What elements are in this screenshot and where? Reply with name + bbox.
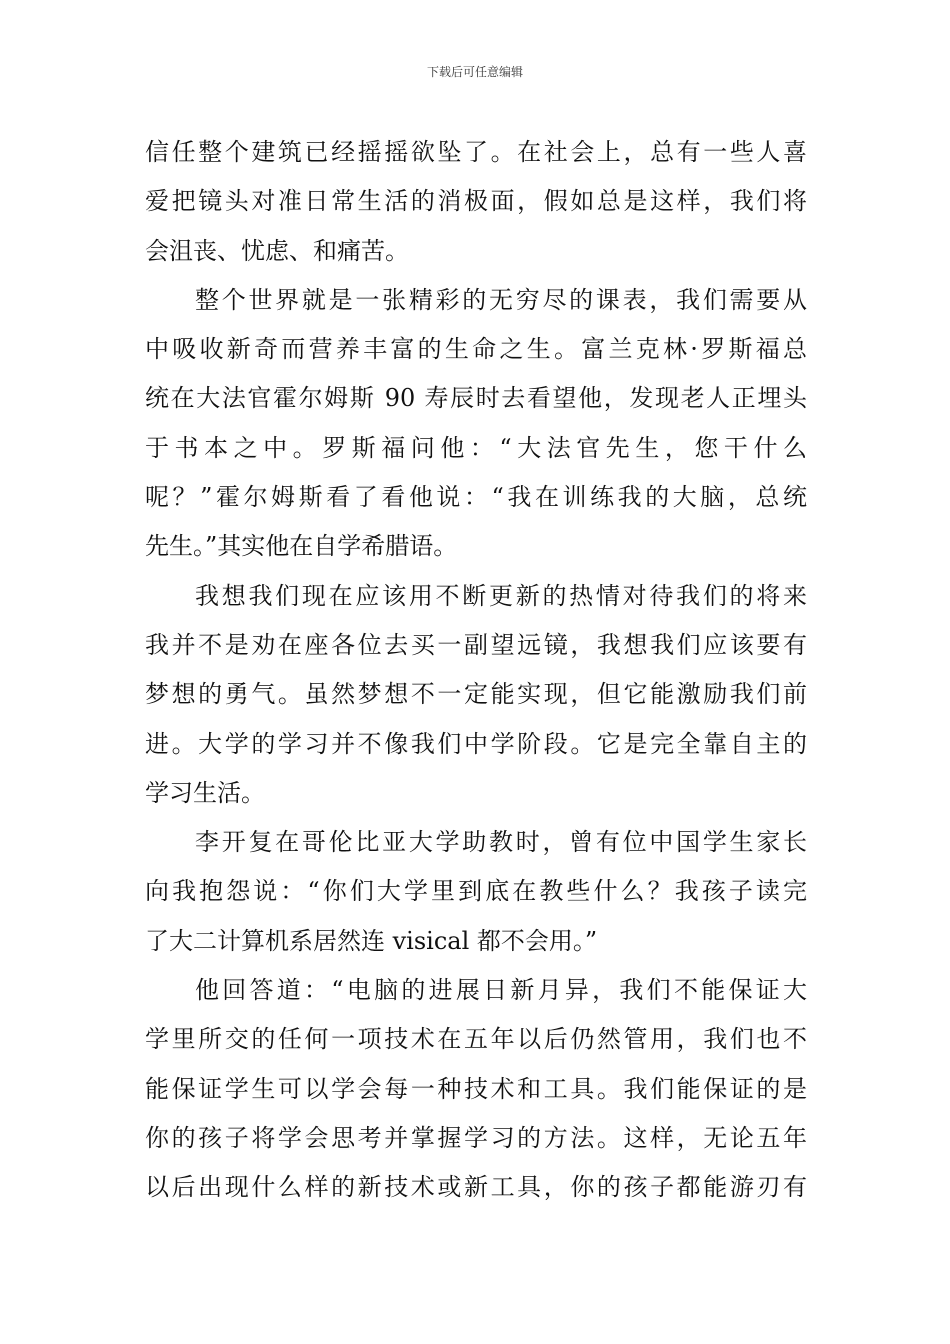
text-line: 会沮丧、忧虑、和痛苦。 [145, 236, 409, 265]
document-body [145, 128, 807, 1213]
text-line: 能保证学生可以学会每一种技术和工具。我们能保证的是 [145, 1074, 807, 1103]
text-line: 信任整个建筑已经摇摇欲坠了。在社会上，总有一些人喜 [145, 138, 807, 166]
text-line: 爱把镜头对准日常生活的消极面，假如总是这样，我们将 [145, 187, 807, 216]
text-line: 我并不是劝在座各位去买一副望远镜，我想我们应该要有 [145, 630, 807, 659]
text-line: 整个世界就是一张精彩的无穷尽的课表，我们需要从 [195, 285, 807, 314]
text-line: 他回答道：“电脑的进展日新月异，我们不能保证大 [195, 976, 807, 1005]
text-line: 统在大法官霍尔姆斯 90 寿辰时去看望他，发现老人正埋头 [145, 384, 807, 413]
page-header: 下载后可任意编辑 [426, 65, 523, 79]
text-line: 以后出现什么样的新技术或新工具，你的孩子都能游刃有 [145, 1173, 807, 1202]
text-line: 你的孩子将学会思考并掌握学习的方法。这样，无论五年 [145, 1123, 807, 1152]
text-line: 我想我们现在应该用不断更新的热情对待我们的将来 [195, 581, 807, 610]
text-line: 中吸收新奇而营养丰富的生命之生。富兰克林·罗斯福总 [145, 335, 807, 364]
text-line: 梦想的勇气。虽然梦想不一定能实现，但它能激励我们前 [145, 680, 807, 709]
text-line: 学习生活。 [145, 778, 265, 807]
text-line: 于书本之中。罗斯福问他：“大法官先生，您干什么 [145, 433, 807, 462]
text-line: 先生。”其实他在自学希腊语。 [145, 532, 458, 561]
text-line: 向我抱怨说：“你们大学里到底在教些什么？我孩子读完 [145, 877, 807, 906]
text-line: 学里所交的任何一项技术在五年以后仍然管用，我们也不 [145, 1025, 807, 1054]
text-line: 了大二计算机系居然连 visical 都不会用。” [145, 926, 598, 955]
text-line: 进。大学的学习并不像我们中学阶段。它是完全靠自主的 [145, 729, 807, 758]
text-line: 呢？”霍尔姆斯看了看他说：“我在训练我的大脑，总统 [145, 483, 807, 512]
text-line: 李开复在哥伦比亚大学助教时，曾有位中国学生家长 [195, 828, 807, 857]
